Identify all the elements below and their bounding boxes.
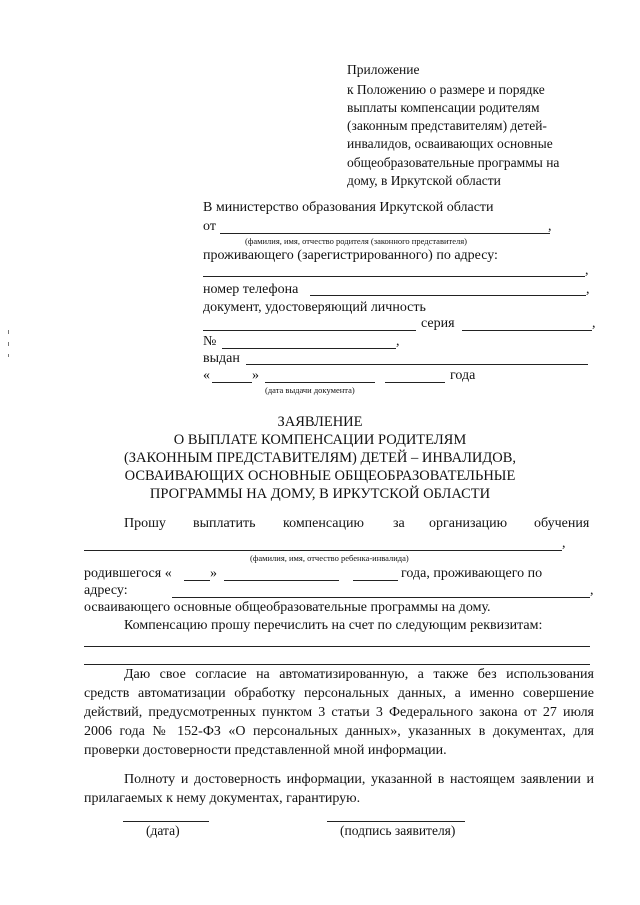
request-word: Прошу [124,516,166,531]
title-line: (ЗАКОННЫМ ПРЕДСТАВИТЕЛЯМ) ДЕТЕЙ – ИНВАЛИДОВ, [123,450,517,466]
child-address-field[interactable] [172,597,590,598]
comma: , [562,536,566,551]
address-field[interactable] [203,276,585,277]
comma: , [396,334,400,349]
scan-margin-mark [8,354,9,357]
guarantee-paragraph: Полноту и достоверность информации, указанной в настоящем заявлении и прилагаемых к нему документах, гарантирую. [84,772,594,806]
birth-month-field[interactable] [224,580,339,581]
applicant-name-field[interactable] [220,233,550,234]
studying-text: осваивающего основные общеобразовательные программы на дому. [84,600,491,615]
request-word: за [393,516,405,531]
birth-year-field[interactable] [353,580,398,581]
ministry-label: В министерство образования Иркутской области [203,200,494,215]
comma: , [548,219,552,234]
transfer-text: Компенсацию прошу перечислить на счет по следующим реквизитам: [124,618,543,633]
issue-day-field[interactable] [212,382,252,383]
phone-label: номер телефона [203,282,299,297]
request-word: выплатить [193,516,256,531]
series-field[interactable] [462,330,592,331]
from-label: от [203,219,216,234]
appendix-line: общеобразовательные программы на [347,155,560,170]
comma: , [592,316,596,331]
title-line: ЗАЯВЛЕНИЕ [277,414,363,430]
comma: , [585,263,589,278]
issued-by-field[interactable] [246,364,588,365]
number-label: № [203,334,217,349]
issue-year-field[interactable] [385,382,445,383]
request-word: компенсацию [283,516,364,531]
id-document-type-field[interactable] [203,330,416,331]
issued-label: выдан [203,351,240,366]
appendix-line: инвалидов, осваивающих основные [347,136,553,151]
from-caption: (фамилия, имя, отчество родителя (законного представителя) [245,236,467,246]
number-field[interactable] [222,348,396,349]
date-close-quote: » [252,368,259,383]
appendix-line: дому, в Иркутской области [347,173,501,188]
request-word: организацию [429,516,508,531]
date-caption: (дата) [146,823,180,838]
comma: , [590,583,594,598]
phone-field[interactable] [310,295,586,296]
year-label: года [450,368,476,383]
issue-date-caption: (дата выдачи документа) [265,385,355,395]
date-open-quote: « [203,368,210,383]
request-word: обучения [534,516,590,531]
scan-margin-mark [8,342,9,346]
appendix-line: к Положению о размере и порядке [347,82,545,97]
date-signature-field[interactable] [123,821,209,822]
child-name-field[interactable] [84,550,562,551]
born-close-quote: » [210,566,217,581]
applicant-signature-field[interactable] [327,821,465,822]
series-label: серия [421,316,455,331]
appendix-line: выплаты компенсации родителям [347,100,540,115]
comma: , [586,282,590,297]
birth-day-field[interactable] [184,580,210,581]
title-line: ОСВАИВАЮЩИХ ОСНОВНЫЕ ОБЩЕОБРАЗОВАТЕЛЬНЫЕ [124,468,516,484]
id-document-label: документ, удостоверяющий личность [203,300,426,315]
signature-caption: (подпись заявителя) [340,823,456,838]
consent-paragraph: Даю свое согласие на автоматизированную, а также без использования средств автоматизации обработку персональных данных, а именно совершение действий, предусмотренных пунктом 3 статьи 3 Федерального закона от 27 июля 2006 года № 152-ФЗ «О персональных данных», указанных в документах, для проверки достоверности представленной мной информации. [84,667,594,758]
appendix-line: Приложение [347,62,420,77]
address-label: адресу: [84,583,128,598]
born-label: родившегося « [84,566,172,581]
residing-label: проживающего (зарегистрированного) по адресу: [203,248,498,263]
child-caption: (фамилия, имя, отчество ребенка-инвалида) [250,553,409,563]
bank-details-field-1[interactable] [84,646,590,647]
title-line: О ВЫПЛАТЕ КОМПЕНСАЦИИ РОДИТЕЛЯМ [173,432,467,448]
appendix-line: (законным представителям) детей- [347,118,547,133]
scan-margin-mark [8,330,9,334]
issue-month-field[interactable] [265,382,375,383]
year-residing-label: года, проживающего по [401,566,543,581]
title-line: ПРОГРАММЫ НА ДОМУ, В ИРКУТСКОЙ ОБЛАСТИ [149,486,491,502]
